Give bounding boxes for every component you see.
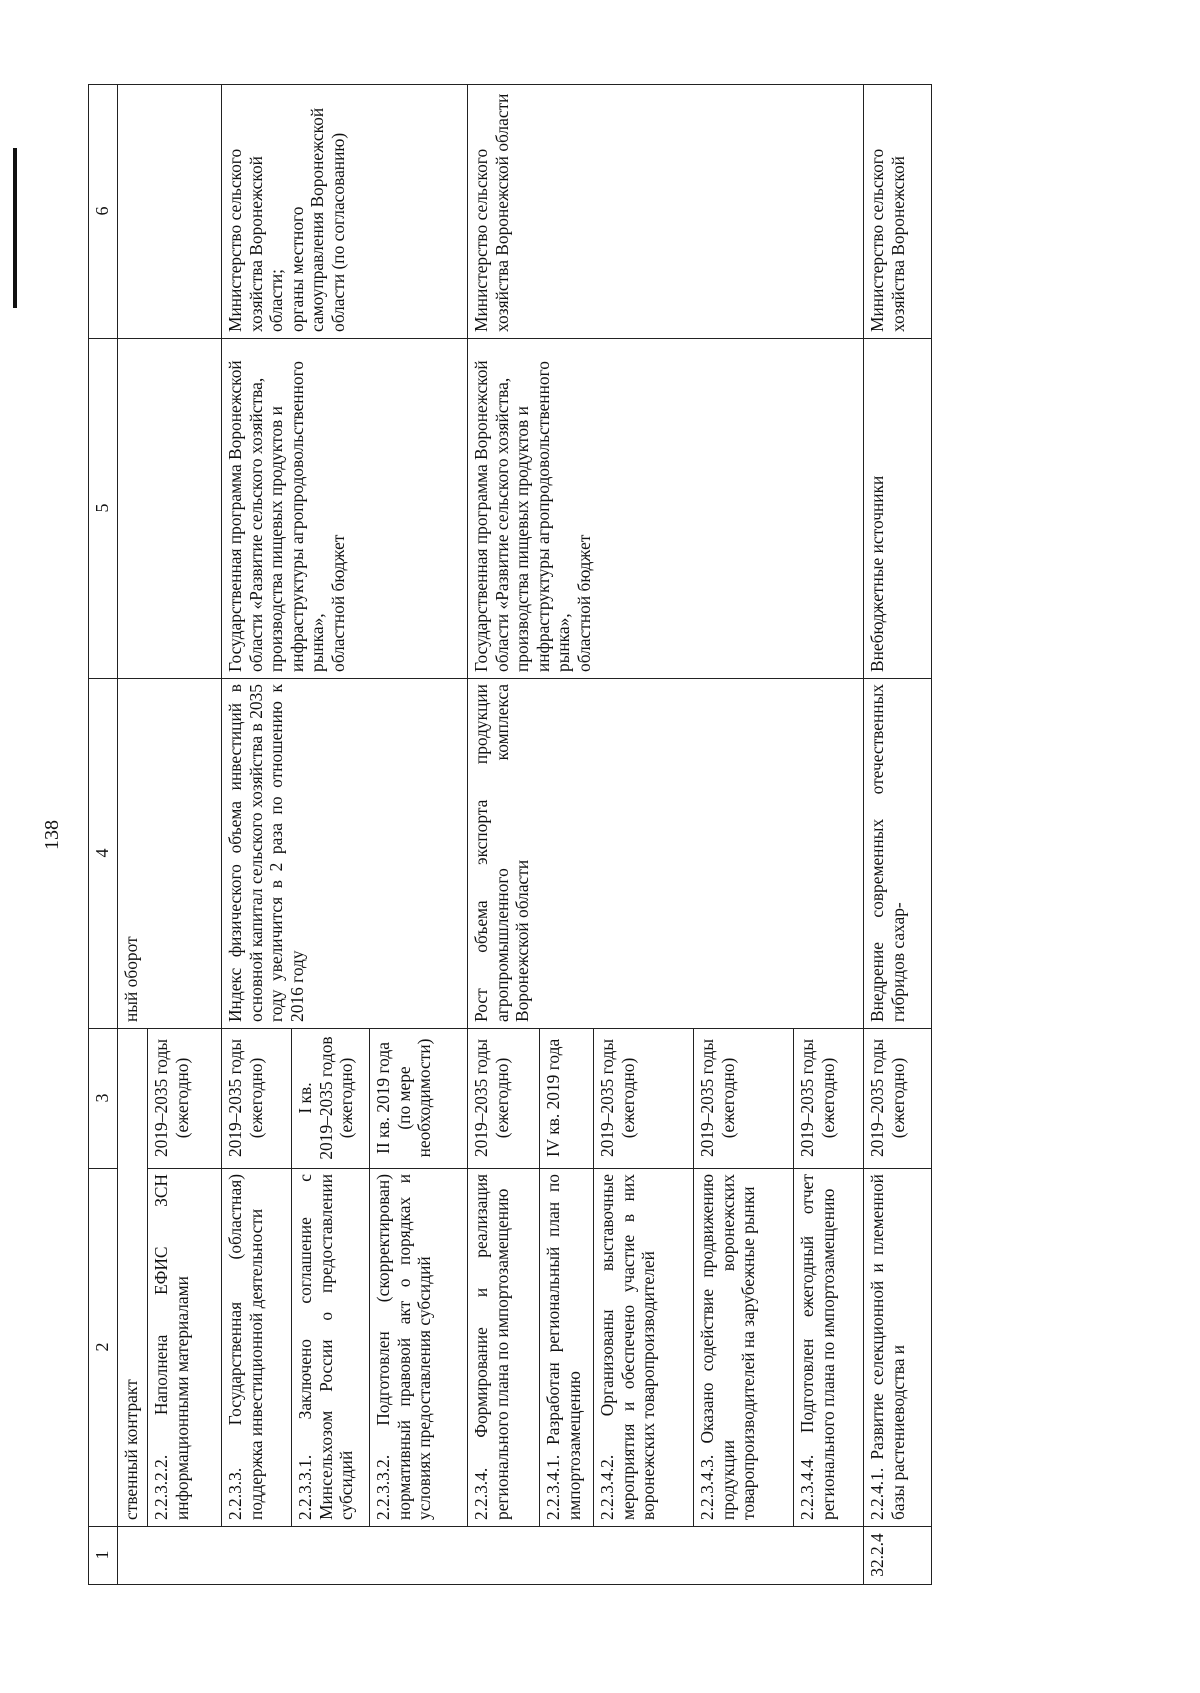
deadline-cell: 2019–2035 годы (ежегодно) — [864, 1029, 932, 1169]
column-number-row — [89, 85, 118, 1585]
deadline-cell: 2019–2035 годы (ежегодно) — [148, 1029, 222, 1169]
event-cell: 2.2.3.4. Формирование и реализация регионального плана по импортозамещению — [468, 1169, 540, 1527]
event-cell: 2.2.3.4.2. Организованы выставочные мероприятия и обеспечено участие в них воронежских товаропроизводителей — [594, 1169, 694, 1527]
table-row — [864, 85, 932, 1585]
deadline-cell: 2019–2035 годы (ежегодно) — [694, 1029, 794, 1169]
funding-cell: Государственная программа Воронежской области «Развитие сельского хозяйства, производства пищевых продуктов и инфраструктуры агропродовольственного рынка», областной бюджет — [468, 339, 864, 679]
event-cell: 2.2.3.3.1. Заключено соглашение с Минсельхозом России о предоставлении субсидий — [292, 1169, 370, 1527]
indicator-cell: Рост объема экспорта продукции агропромышленного комплекса Воронежской области — [468, 679, 864, 1029]
deadline-cell: IV кв. 2019 года — [540, 1029, 594, 1169]
event-cell: 2.2.3.4.1. Разработан региональный план по импортозамещению — [540, 1169, 594, 1527]
column-number-5: 5 — [89, 339, 118, 679]
executor-cell: Министерство сельского хозяйства Воронежской области; органы местного самоуправления Воронежской области (по согласованию) — [222, 85, 468, 339]
row-number-cell — [118, 1527, 864, 1585]
indicator-cell: ный оборот — [118, 679, 222, 1029]
indicator-cell: Внедрение современных отечественных гибридов сахар- — [864, 679, 932, 1029]
column-number-4: 4 — [89, 679, 118, 1029]
deadline-cell: 2019–2035 годы (ежегодно) — [468, 1029, 540, 1169]
page-number: 138 — [41, 820, 63, 850]
deadline-cell: 2019–2035 годы (ежегодно) — [794, 1029, 864, 1169]
column-number-3: 3 — [89, 1029, 118, 1169]
deadline-cell: 2019–2035 годы (ежегодно) — [594, 1029, 694, 1169]
deadline-cell: I кв. 2019–2035 годов (ежегодно) — [292, 1029, 370, 1169]
column-number-1: 1 — [89, 1527, 118, 1585]
executor-cell: Министерство сельского хозяйства Воронежской области — [468, 85, 864, 339]
indicator-cell: Индекс физического объема инвестиций в основной капитал сельского хозяйства в 2035 году увеличится в 2 раза по отношению к 2016 году — [222, 679, 468, 1029]
table-row — [118, 85, 148, 1585]
executor-cell — [118, 85, 222, 339]
event-cell: 2.2.3.2.2. Наполнена ЕФИС ЗСН информационными материалами — [148, 1169, 222, 1527]
funding-cell: Государственная программа Воронежской области «Развитие сельского хозяйства, производства пищевых продуктов и инфраструктуры агропродовольственного рынка», областной бюджет — [222, 339, 468, 679]
event-cell: ственный контракт — [118, 1029, 148, 1527]
executor-cell: Министерство сельского хозяйства Воронежской — [864, 85, 932, 339]
funding-cell: Внебюджетные источники — [864, 339, 932, 679]
row-number-cell: 32.2.4 — [864, 1527, 932, 1585]
event-cell: 2.2.3.4.4. Подготовлен ежегодный отчет регионального плана по импортозамещению — [794, 1169, 864, 1527]
event-cell: 2.2.3.4.3. Оказано содействие продвижению продукции воронежских товаропроизводителей на зарубежные рынки — [694, 1169, 794, 1527]
deadline-cell: 2019–2035 годы (ежегодно) — [222, 1029, 292, 1169]
event-cell: 2.2.3.3. Государственная (областная) поддержка инвестиционной деятельности — [222, 1169, 292, 1527]
column-number-6: 6 — [89, 85, 118, 339]
funding-cell — [118, 339, 222, 679]
table-row — [468, 85, 540, 1585]
event-cell: 2.2.3.3.2. Подготовлен (скорректирован) нормативный правовой акт о порядках и условиях предоставления субсидий — [370, 1169, 468, 1527]
column-number-2: 2 — [89, 1169, 118, 1527]
plan-table — [88, 84, 932, 1585]
event-cell: 2.2.4.1. Развитие селекционной и племенной базы растениеводства и — [864, 1169, 932, 1527]
deadline-cell: II кв. 2019 года (по мере необходимости) — [370, 1029, 468, 1169]
table-row — [222, 85, 292, 1585]
scan-edge-mark — [13, 148, 17, 308]
